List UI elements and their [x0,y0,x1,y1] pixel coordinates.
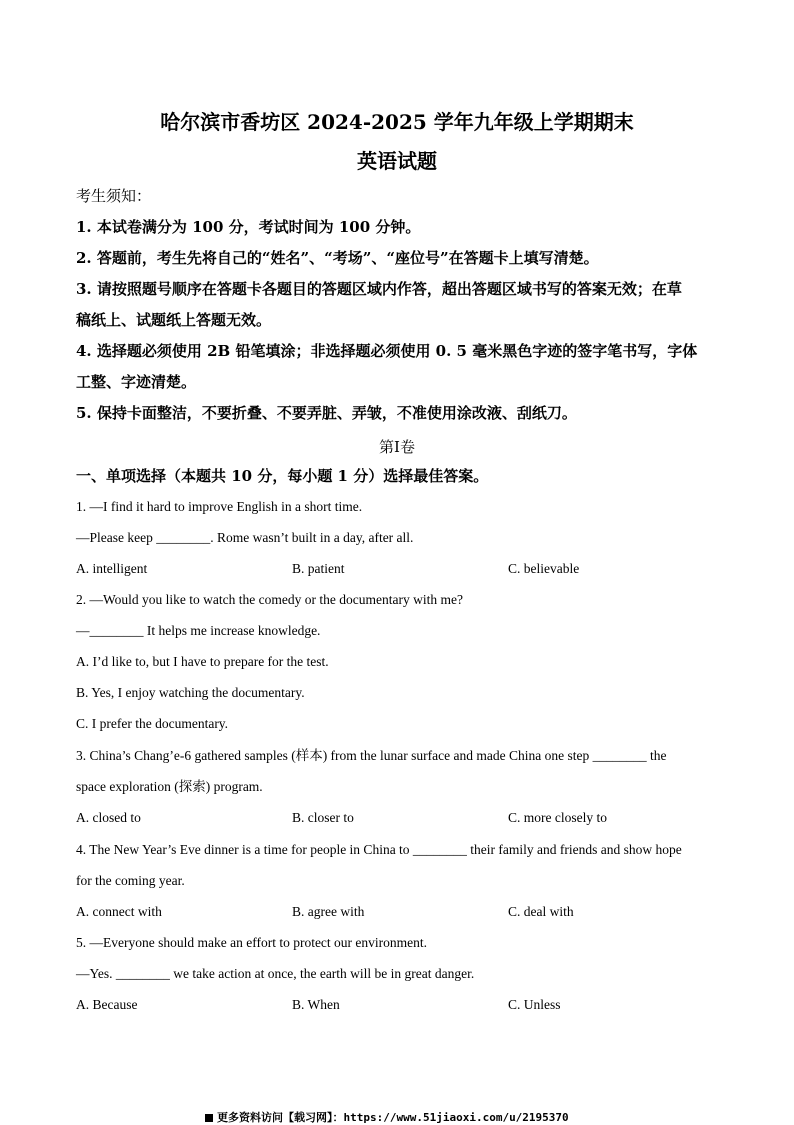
notice-item: 1. 本试卷满分为 100 分，考试时间为 100 分钟。 [76,218,421,236]
question-stem: 4. The New Year’s Eve dinner is a time for people in China to ________ their family and friends and show hope [76,842,682,857]
footer-link[interactable] [205,1109,569,1125]
answer-option: C. believable [508,561,580,576]
notice-item: 4. 选择题必须使用 2B 铅笔填涂；非选择题必须使用 0. 5 毫米黑色字迹的签字笔书写，字体 [76,342,698,360]
question-stem: —Please keep ________. Rome wasn’t built in a day, after all. [76,530,414,545]
question-stem: 2. —Would you like to watch the comedy or the documentary with me? [76,592,463,607]
answer-option: A. I’d like to, but I have to prepare for the test. [76,654,329,669]
notice-item: 3. 请按照题号顺序在答题卡各题目的答题区域内作答，超出答题区域书写的答案无效；在草 [76,280,682,298]
notice-item: 工整、字迹清楚。 [76,373,197,391]
answer-option: B. closer to [292,810,354,825]
footer-text: 更多资料访问【载习网】：https://www.51jiaoxi.com/u/2195370 [217,1111,569,1124]
part-heading: 一、单项选择（本题共 10 分，每小题 1 分）选择最佳答案。 [76,467,489,485]
answer-option: A. closed to [76,810,141,825]
answer-option: B. When [292,997,340,1012]
notice-item: 5. 保持卡面整洁，不要折叠、不要弄脏、弄皱，不准使用涂改液、刮纸刀。 [76,404,577,422]
question-stem: 1. —I find it hard to improve English in a short time. [76,499,363,514]
answer-option: C. I prefer the documentary. [76,716,229,731]
page-subtitle: 英语试题 [357,149,437,173]
answer-option: B. patient [292,561,345,576]
answer-option: C. deal with [508,904,574,919]
question-stem: for the coming year. [76,873,185,888]
answer-option: C. Unless [508,997,561,1012]
notice-item: 2. 答题前，考生先将自己的“姓名”、“考场”、“座位号”在答题卡上填写清楚。 [76,249,599,267]
answer-option: C. more closely to [508,810,607,825]
answer-option: B. agree with [292,904,365,919]
question-stem: —________ It helps me increase knowledge. [76,623,321,638]
notice-item: 稿纸上、试题纸上答题无效。 [76,311,272,329]
answer-option: A. connect with [76,904,162,919]
volume-label: 第Ⅰ卷 [379,438,415,456]
flag-icon [205,1114,213,1122]
notice-heading: 考生须知： [76,187,152,205]
question-stem: 3. China’s Chang’e-6 gathered samples (样本) from the lunar surface and made China one step ________ the [76,748,667,763]
answer-option: A. Because [76,997,138,1012]
page-title: 哈尔滨市香坊区 2024-2025 学年九年级上学期期末 [160,110,634,134]
question-stem: —Yes. ________ we take action at once, the earth will be in great danger. [76,966,475,981]
answer-option: A. intelligent [76,561,148,576]
question-stem: space exploration (探索) program. [76,779,263,794]
question-stem: 5. —Everyone should make an effort to protect our environment. [76,935,428,950]
answer-option: B. Yes, I enjoy watching the documentary. [76,685,305,700]
